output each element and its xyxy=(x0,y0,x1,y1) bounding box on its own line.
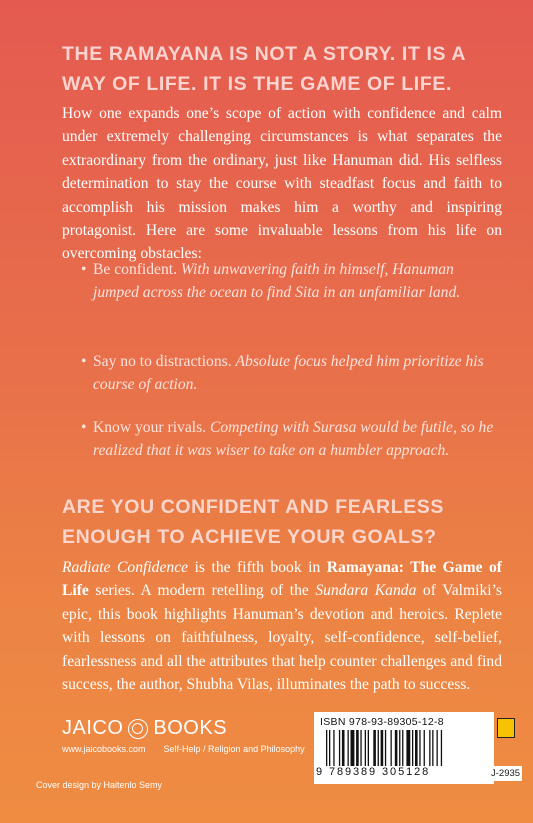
isbn-barcode xyxy=(314,712,494,784)
lesson-item xyxy=(93,416,498,463)
lesson-lead: Be confident. xyxy=(93,261,178,278)
publisher-logo xyxy=(62,717,305,740)
barcode-icon xyxy=(326,730,476,766)
sun-logo-icon xyxy=(128,719,148,739)
lesson-lead: Say no to distractions. xyxy=(93,353,232,370)
bottom-headline: ARE YOU CONFIDENT AND FEARLESS ENOUGH TO ACHIEVE YOUR GOALS? xyxy=(62,496,445,548)
blurb-paragraph xyxy=(62,556,502,696)
blurb-text: is the fifth book in xyxy=(188,559,327,576)
book-title: Radiate Confidence xyxy=(62,559,189,576)
isbn-label: ISBN 978-93-89305-12-8 xyxy=(320,716,444,728)
product-code: J-2935 xyxy=(491,768,521,779)
publisher-name-left: JAICO xyxy=(62,717,124,739)
lesson-detail: Absolute focus helped him prioritize his course of action. xyxy=(93,353,484,394)
top-headline: THE RAMAYANA IS NOT A STORY. IT IS A WAY OF LIFE. IT IS THE GAME OF LIFE. xyxy=(62,43,466,95)
book-category: Self-Help / Religion and Philosophy xyxy=(163,744,305,754)
publisher-block xyxy=(62,717,305,757)
publisher-badge-icon xyxy=(497,718,515,738)
series-name: Ramayana: The Game of Life xyxy=(62,559,502,600)
publisher-website: www.jaicobooks.com xyxy=(62,744,146,754)
cover-credit: Cover design by Haitenlo Semy xyxy=(36,780,163,790)
lesson-lead: Know your rivals. xyxy=(93,419,207,436)
lessons-list xyxy=(93,258,498,463)
blurb-text: series. A modern retelling of the xyxy=(88,582,316,600)
kanda-name: Sundara Kanda xyxy=(315,582,417,600)
lesson-item xyxy=(93,350,498,416)
blurb-text: of Valmiki’s epic, this book highlights Hanuman’s devotion and heroics. Replete with lessons on faithfulness, loyalty, self-confidence, self-belief, fearlessness and all the attributes that help counter challenges and find success, the author, Shubha Vilas, illuminates the path to success. xyxy=(62,582,502,694)
lesson-detail: With unwavering faith in himself, Hanuman jumped across the ocean to find Sita in an unfamiliar land. xyxy=(93,261,461,302)
lesson-item xyxy=(93,258,498,350)
intro-paragraph: How one expands one’s scope of action with confidence and calm under extremely challenging circumstances is what separates the extraordinary from the ordinary, just like Hanuman did. His selfless determination to stay the course with steadfast focus and faith to accomplish his mission makes him a worthy and inspiring protagonist. Here are some invaluable lessons from his life on overcoming obstacles: xyxy=(62,105,502,263)
publisher-name-right: BOOKS xyxy=(153,717,228,739)
lesson-detail: Competing with Surasa would be futile, so he realized that it was wiser to take on a humbler approach. xyxy=(93,419,494,460)
isbn-digits: 9 789389 305128 xyxy=(316,766,431,778)
